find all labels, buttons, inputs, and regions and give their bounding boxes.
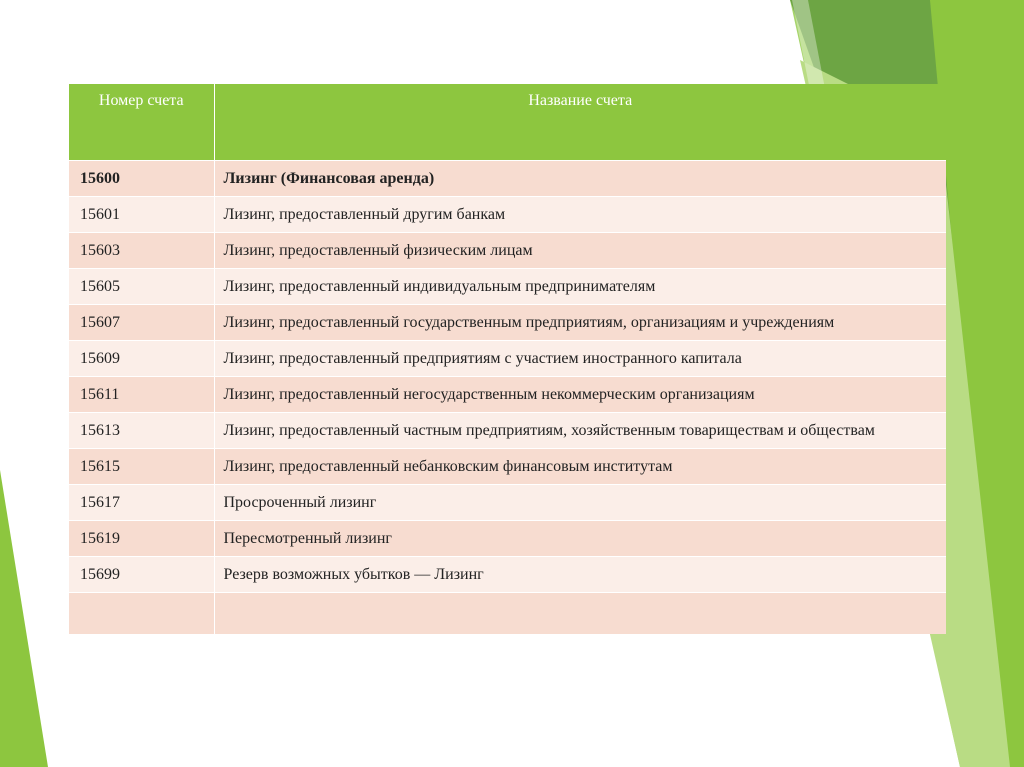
account-number-cell: 15615: [69, 448, 214, 484]
account-number-cell: 15600: [69, 160, 214, 196]
table-header-row: [69, 84, 946, 160]
account-number-cell: 15601: [69, 196, 214, 232]
account-name-cell: Лизинг, предоставленный физическим лицам: [214, 232, 946, 268]
account-name-cell: Просроченный лизинг: [214, 484, 946, 520]
account-name-cell: Лизинг, предоставленный негосударственным некоммерческим организациям: [214, 376, 946, 412]
account-name-cell: Резерв возможных убытков — Лизинг: [214, 556, 946, 592]
table-row: [69, 268, 946, 304]
account-number-cell: 15613: [69, 412, 214, 448]
table-row: [69, 160, 946, 196]
account-name-cell: Пересмотренный лизинг: [214, 520, 946, 556]
table-row: [69, 556, 946, 592]
header-account-name: Название счета: [214, 84, 946, 160]
table-row-empty: [69, 592, 946, 634]
table-row: [69, 340, 946, 376]
left-green-triangle: [0, 470, 48, 767]
account-name-cell: Лизинг, предоставленный предприятиям с участием иностранного капитала: [214, 340, 946, 376]
account-number-cell: 15699: [69, 556, 214, 592]
table-row: [69, 376, 946, 412]
accounts-table: [69, 84, 946, 634]
account-name-cell: Лизинг, предоставленный частным предприятиям, хозяйственным товариществам и обществам: [214, 412, 946, 448]
account-name-cell: Лизинг, предоставленный индивидуальным предпринимателям: [214, 268, 946, 304]
table-row: [69, 484, 946, 520]
table-row: [69, 196, 946, 232]
accounts-table-container: [69, 84, 946, 634]
header-account-number: Номер счета: [69, 84, 214, 160]
account-name-cell: Лизинг, предоставленный другим банкам: [214, 196, 946, 232]
account-number-cell: 15607: [69, 304, 214, 340]
account-number-cell: 15605: [69, 268, 214, 304]
table-row: [69, 304, 946, 340]
account-number-cell: 15619: [69, 520, 214, 556]
table-row: [69, 520, 946, 556]
table-row: [69, 412, 946, 448]
account-number-cell: 15611: [69, 376, 214, 412]
account-name-cell: Лизинг (Финансовая аренда): [214, 160, 946, 196]
account-number-cell: 15617: [69, 484, 214, 520]
account-name-cell: Лизинг, предоставленный небанковским финансовым институтам: [214, 448, 946, 484]
table-row: [69, 448, 946, 484]
account-number-cell: 15603: [69, 232, 214, 268]
account-number-cell: 15609: [69, 340, 214, 376]
account-name-cell: Лизинг, предоставленный государственным предприятиям, организациям и учреждениям: [214, 304, 946, 340]
account-number-cell: [69, 592, 214, 634]
account-name-cell: [214, 592, 946, 634]
table-row: [69, 232, 946, 268]
